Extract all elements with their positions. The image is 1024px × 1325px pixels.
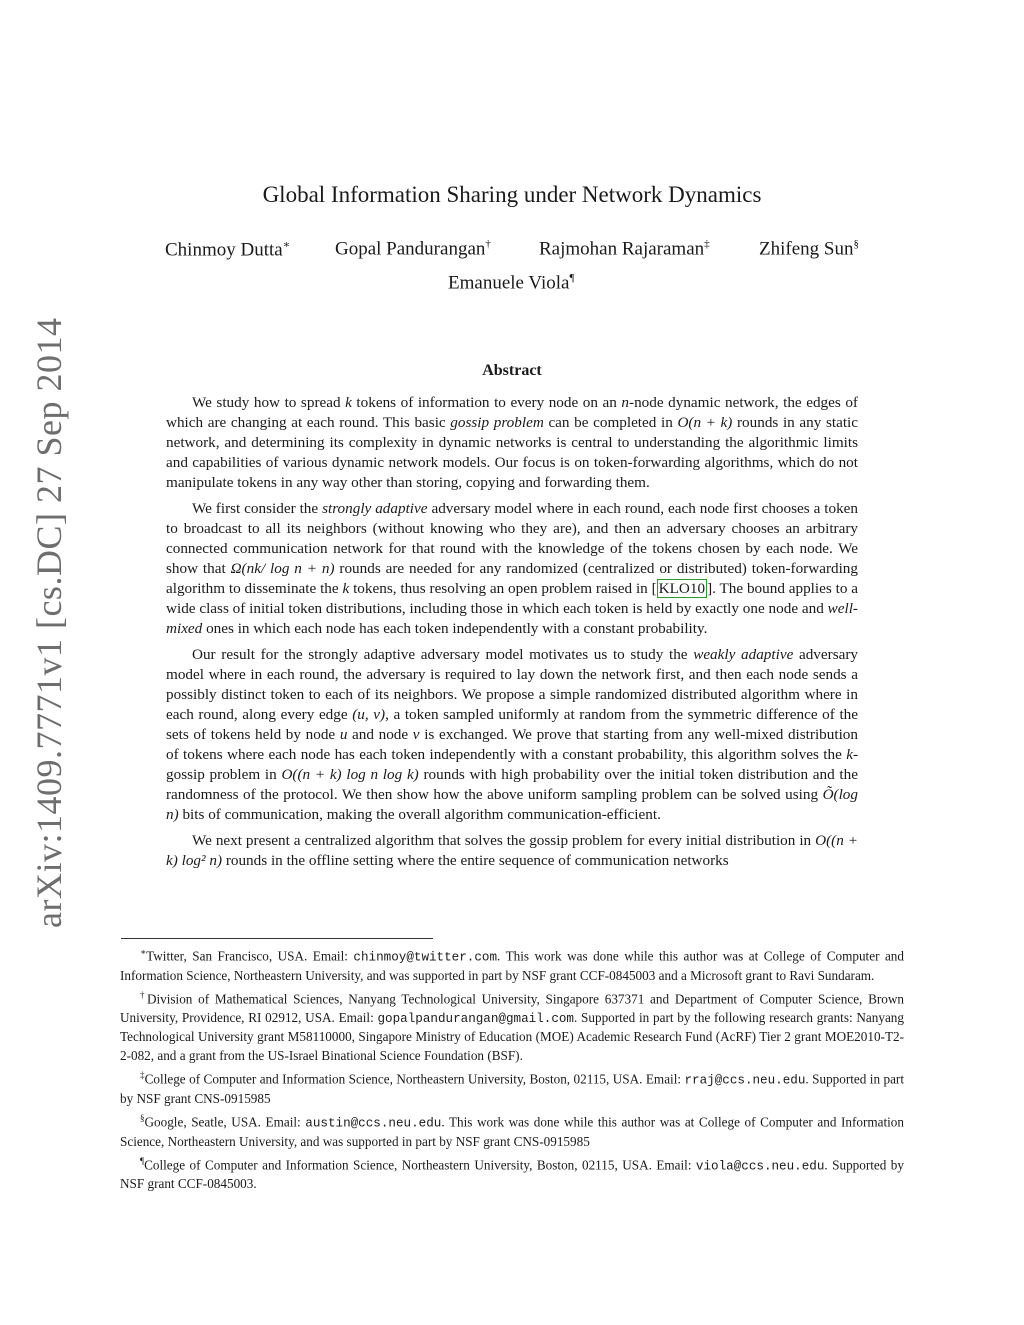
citation-link[interactable]: KLO10 — [658, 580, 706, 597]
email-link[interactable]: gopalpandurangan@gmail.com — [377, 1011, 574, 1026]
author-pandurangan: Gopal Pandurangan† — [335, 238, 491, 260]
footnote-1: ∗Twitter, San Francisco, USA. Email: chinmoy@twitter.com. This work was done while this author was at College of Computer and Information Science, Northeastern University, and was supported in part by NSF grant CCF-0845003 and a Microsoft grant to Ravi Sundaram. — [120, 947, 904, 983]
arxiv-sidebar-stamp: arXiv:1409.7771v1 [cs.DC] 27 Sep 2014 — [29, 317, 69, 928]
math-expression: Ω(nk/ log n + n) — [230, 560, 335, 577]
author-viola: Emanuele Viola¶ — [448, 272, 575, 294]
math-expression: (u, v) — [352, 706, 386, 723]
abstract-paragraph-3: Our result for the strongly adaptive adversary model motivates us to study the weakly adaptive adversary model where in each round, the adversary is required to lay down the network first, and then each node sends a possibly distinct token to each of its neighbors. We propose a simple randomized distributed algorithm where in each round, along every edge (u, v), a token sampled uniformly at random from the symmetric difference of the sets of tokens held by node u and node v is exchanged. We prove that starting from any well-mixed distribution of tokens where each node has each token independently with a constant probability, this algorithm solves the k-gossip problem in O((n + k) log n log k) rounds with high probability over the initial token distribution and the randomness of the protocol. We then show how the above uniform sampling problem can be solved using Õ(log n) bits of communication, making the overall algorithm communication-efficient. — [166, 646, 858, 823]
footnotes — [120, 943, 904, 1194]
author-sun: Zhifeng Sun§ — [759, 238, 859, 260]
abstract-paragraph-2: We first consider the strongly adaptive adversary model where in each round, each node first chooses a token to broadcast to all its neighbors (without knowing who they are), and then an adversary chooses an arbitrary connected communication network for that round with the knowledge of the tokens chosen by each node. We show that Ω(nk/ log n + n) rounds are needed for any randomized (centralized or distributed) token-forwarding algorithm to disseminate the k tokens, thus resolving an open problem raised in [ KLO10 ]. The bound applies to a wide class of initial token distributions, including those in which each token is held by exactly one node and well-mixed ones in which each node has each token independently with a constant probability. — [166, 500, 859, 637]
footnote-divider — [121, 938, 433, 939]
math-expression: O((n + k) log² n) — [166, 832, 858, 869]
footnote-5: ¶College of Computer and Information Science, Northeastern University, Boston, 02115, USA. Email: viola@ccs.neu.edu. Supported by NSF grant CCF-0845003. — [120, 1155, 904, 1192]
math-expression: Õ(log n) — [166, 786, 858, 823]
math-expression: O((n + k) log n log k) — [281, 766, 419, 783]
abstract-paragraph-1: We study how to spread k tokens of information to every node on an n-node dynamic network, the edges of which are changing at each round. This basic gossip problem can be completed in O(n + k) rounds in any static network, and determining its complexity in dynamic networks is central to understanding the algorithmic limits and capabilities of various dynamic network models. Our focus is on token-forwarding algorithms, which do not manipulate tokens in any way other than storing, copying and forwarding them. — [166, 394, 859, 491]
abstract-heading: Abstract — [482, 362, 542, 379]
email-link[interactable]: viola@ccs.neu.edu — [695, 1158, 825, 1173]
email-link[interactable]: chinmoy@twitter.com — [353, 950, 498, 965]
footnote-2: †Division of Mathematical Sciences, Nanyang Technological University, Singapore 637371 and Department of Computer Science, Brown University, Providence, RI 02912, USA. Email: gopalpandurangan@gmail.com. Supported in part by the following research grants: Nanyang Technological University grant M58110000, Singapore Ministry of Education (MOE) Academic Research Fund (AcRF) Tier 2 grant MOE2010-T2-2-082, and a grant from the US-Israel Binational Science Foundation (BSF). — [120, 989, 904, 1063]
math-expression: O(n + k) — [677, 414, 733, 431]
paper-title: Global Information Sharing under Network Dynamics — [262, 182, 762, 207]
footnote-3: ‡College of Computer and Information Science, Northeastern University, Boston, 02115, USA. Email: rraj@ccs.neu.edu. Supported in part by NSF grant CNS-0915985 — [120, 1069, 904, 1106]
abstract-paragraph-4: We next present a centralized algorithm that solves the gossip problem for every initial distribution in O((n + k) log² n) rounds in the offline setting where the entire sequence of communication networks — [166, 832, 858, 869]
footnote-4: §Google, Seatle, USA. Email: austin@ccs.neu.edu. This work was done while this author was at College of Computer and Information Science, Northeastern University, and was supported in part by NSF grant CNS-0915985 — [120, 1112, 904, 1149]
abstract-body — [166, 393, 858, 877]
author-rajaraman: Rajmohan Rajaraman‡ — [539, 238, 710, 260]
author-dutta: Chinmoy Dutta∗ — [165, 239, 291, 261]
email-link[interactable]: rraj@ccs.neu.edu — [684, 1073, 806, 1088]
email-link[interactable]: austin@ccs.neu.edu — [305, 1116, 442, 1131]
